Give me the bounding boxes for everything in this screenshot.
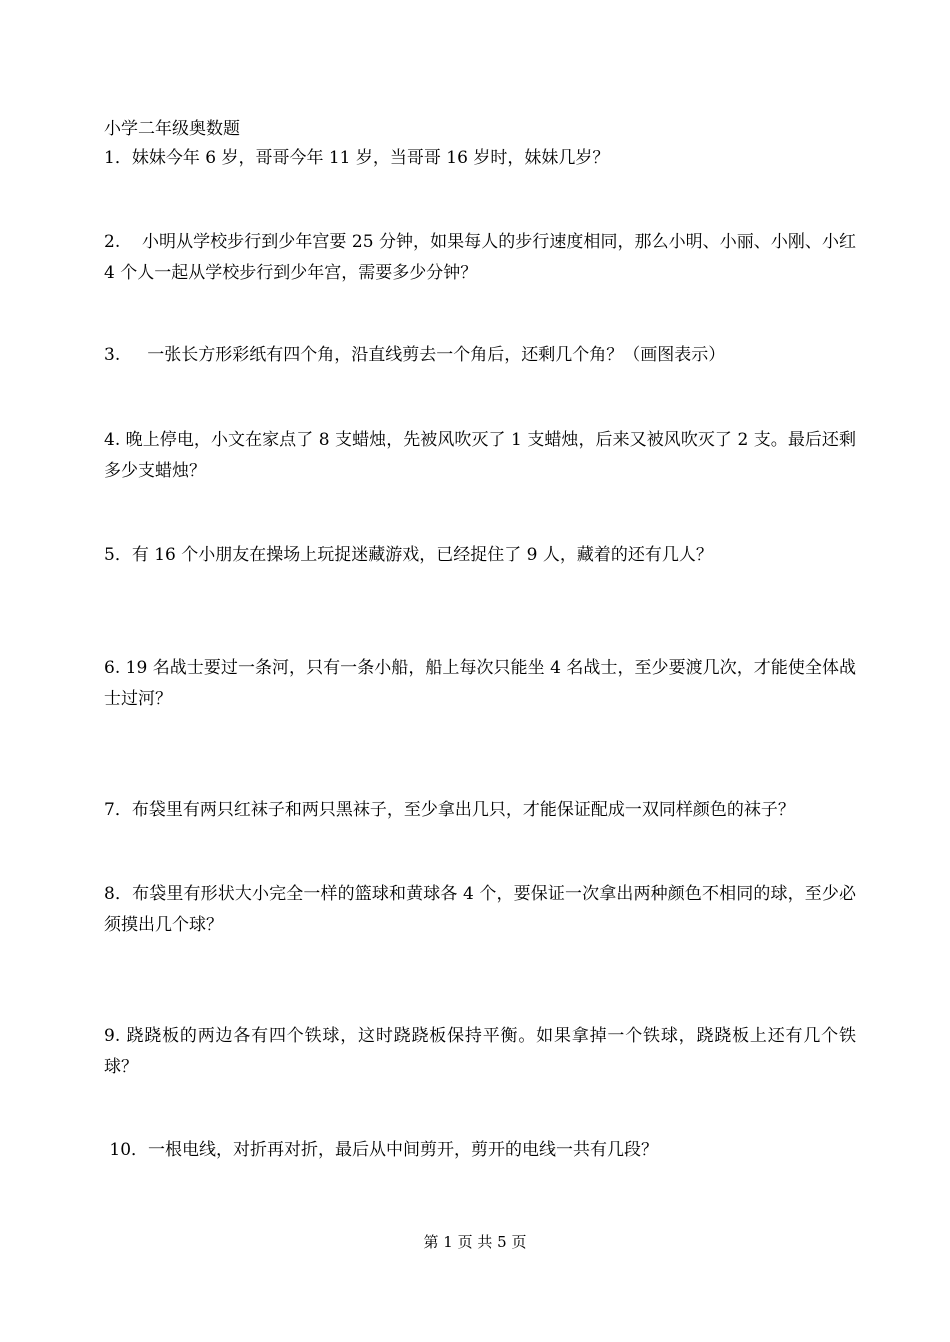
question-3: 3. 一张长方形彩纸有四个角，沿直线剪去一个角后，还剩几个角？（画图表示） [104, 345, 726, 365]
page-footer: 第 1 页 共 5 页 [423, 1233, 527, 1251]
question-4: 4. 晚上停电，小文在家点了 8 支蜡烛，先被风吹灭了 1 支蜡烛，后来又被风吹灭了 2 支。最后还剩多少支蜡烛？ [104, 430, 856, 481]
question-7: 7．布袋里有两只红袜子和两只黑袜子，至少拿出几只，才能保证配成一双同样颜色的袜子？ [104, 800, 795, 820]
question-2: 2. 小明从学校步行到少年宫要 25 分钟，如果每人的步行速度相同，那么小明、小丽、小刚、小红 4 个人一起从学校步行到少年宫，需要多少分钟？ [104, 232, 856, 283]
question-6: 6. 19 名战士要过一条河，只有一条小船，船上每次只能坐 4 名战士，至少要渡几次，才能使全体战士过河？ [104, 658, 856, 709]
question-10: 10．一根电线，对折再对折，最后从中间剪开，剪开的电线一共有几段？ [104, 1140, 659, 1160]
question-1: 1．妹妹今年 6 岁，哥哥今年 11 岁，当哥哥 16 岁时，妹妹几岁？ [104, 148, 610, 168]
question-8: 8．布袋里有形状大小完全一样的篮球和黄球各 4 个，要保证一次拿出两种颜色不相同的球，至少必须摸出几个球？ [104, 884, 856, 935]
question-5: 5．有 16 个小朋友在操场上玩捉迷藏游戏，已经捉住了 9 人，藏着的还有几人？ [104, 545, 713, 565]
document-title: 小学二年级奥数题 [104, 119, 240, 139]
question-9: 9. 跷跷板的两边各有四个铁球，这时跷跷板保持平衡。如果拿掉一个铁球，跷跷板上还有几个铁球？ [104, 1026, 856, 1077]
